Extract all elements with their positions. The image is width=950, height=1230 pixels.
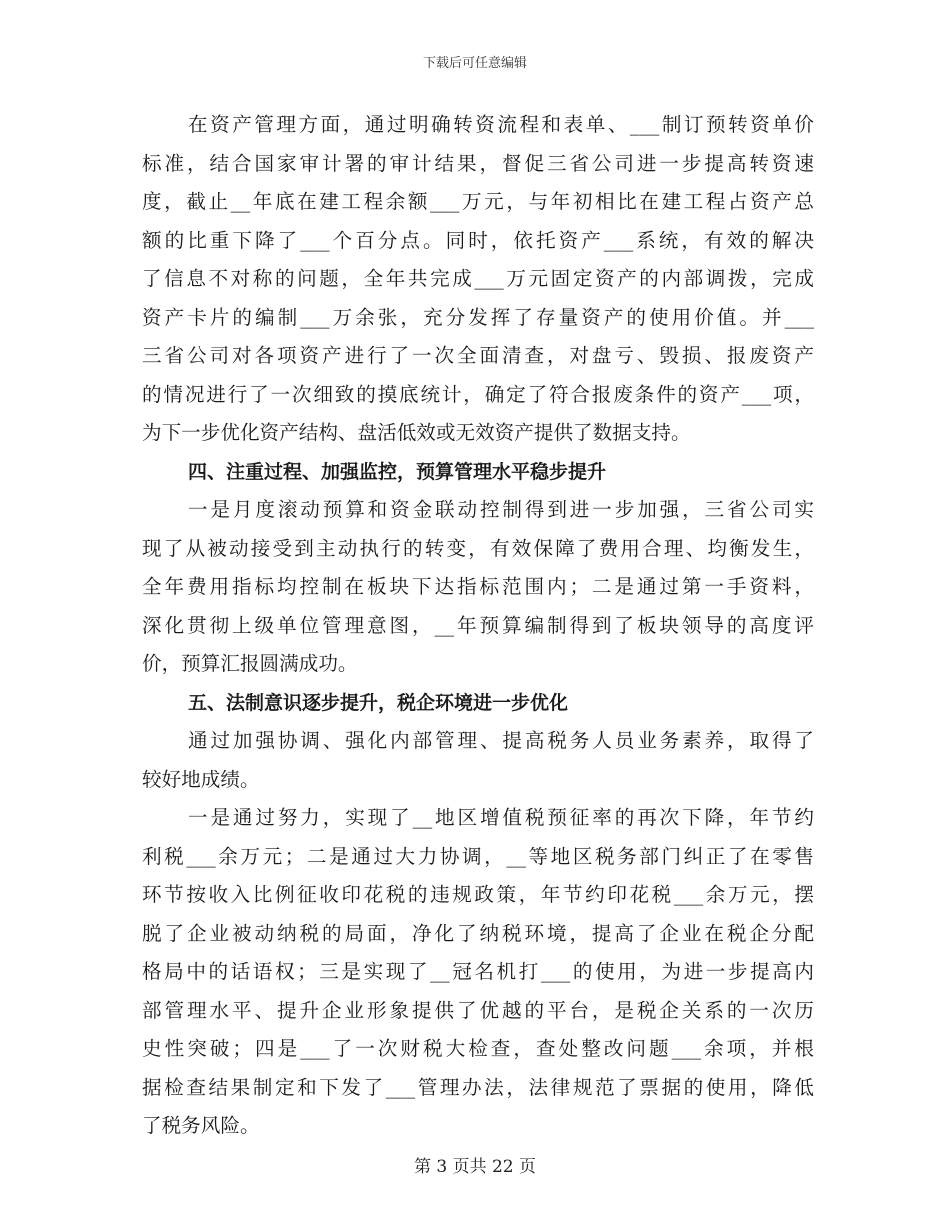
- paragraph-line: 一是月度滚动预算和资金联动控制得到进一步加强，三省公司实: [188, 498, 814, 521]
- paragraph-line: 的情况进行了一次细致的摸底统计，确定了符合报废条件的资产___项，: [142, 382, 814, 406]
- paragraph-line: 通过加强协调、强化内部管理、提高税务人员业务素养，取得了: [188, 729, 814, 752]
- section-heading: 五、法制意识逐步提升，税企环境进一步优化: [188, 691, 569, 714]
- paragraph-line: 了税务风险。: [142, 1114, 260, 1137]
- paragraph-line: 额的比重下降了___个百分点。同时，依托资产___系统，有效的解决: [142, 228, 814, 252]
- paragraph-line: 据检查结果制定和下发了___管理办法，法律规范了票据的使用，降低: [142, 1075, 814, 1099]
- paragraph-line: 脱了企业被动纳税的局面，净化了纳税环境，提高了企业在税企分配: [142, 921, 814, 945]
- paragraph-line: 环节按收入比例征收印花税的违规政策，年节约印花税___余万元，摆: [142, 883, 814, 906]
- document-body: [142, 106, 814, 1146]
- paragraph-line: 三省公司对各项资产进行了一次全面清查，对盘亏、毁损、报废资产: [142, 344, 814, 367]
- paragraph-line: 在资产管理方面，通过明确转资流程和表单、___制订预转资单价: [188, 113, 814, 136]
- page-number: 第 3 页共 22 页: [413, 1157, 537, 1177]
- paragraph-line: 部管理水平、提升企业形象提供了优越的平台，是税企关系的一次历: [142, 998, 814, 1022]
- paragraph-line: 价，预算汇报圆满成功。: [142, 652, 358, 675]
- paragraph-line: 度，截止__年底在建工程余额___万元，与年初相比在建工程占资产总: [142, 190, 814, 213]
- paragraph-line: 深化贯彻上级单位管理意图，__年预算编制得到了板块领导的高度评: [142, 613, 814, 637]
- paragraph-line: 资产卡片的编制___万余张，充分发挥了存量资产的使用价值。并___: [142, 305, 814, 329]
- paragraph-line: 了信息不对称的问题，全年共完成___万元固定资产的内部调拨，完成: [142, 267, 814, 290]
- paragraph-line: 标准，结合国家审计署的审计结果，督促三省公司进一步提高转资速: [142, 151, 814, 175]
- paragraph-line: 现了从被动接受到主动执行的转变，有效保障了费用合理、均衡发生，: [142, 536, 814, 560]
- paragraph-line: 为下一步优化资产结构、盘活低效或无效资产提供了数据支持。: [142, 421, 691, 444]
- paragraph-line: 全年费用指标均控制在板块下达指标范围内；二是通过第一手资料，: [142, 575, 814, 598]
- header-note: 下载后可任意编辑: [422, 56, 527, 71]
- section-heading: 四、注重过程、加强监控，预算管理水平稳步提升: [188, 460, 607, 483]
- paragraph-line: 格局中的话语权；三是实现了__冠名机打___的使用，为进一步提高内: [142, 960, 814, 983]
- paragraph-line: 较好地成绩。: [142, 767, 260, 791]
- paragraph-line: 一是通过努力，实现了__地区增值税预征率的再次下降，年节约: [188, 806, 814, 829]
- paragraph-line: 利税___余万元；二是通过大力协调，__等地区税务部门纠正了在零售: [142, 844, 814, 868]
- paragraph-line: 史性突破；四是___了一次财税大检查，查处整改问题___余项，并根: [142, 1037, 814, 1060]
